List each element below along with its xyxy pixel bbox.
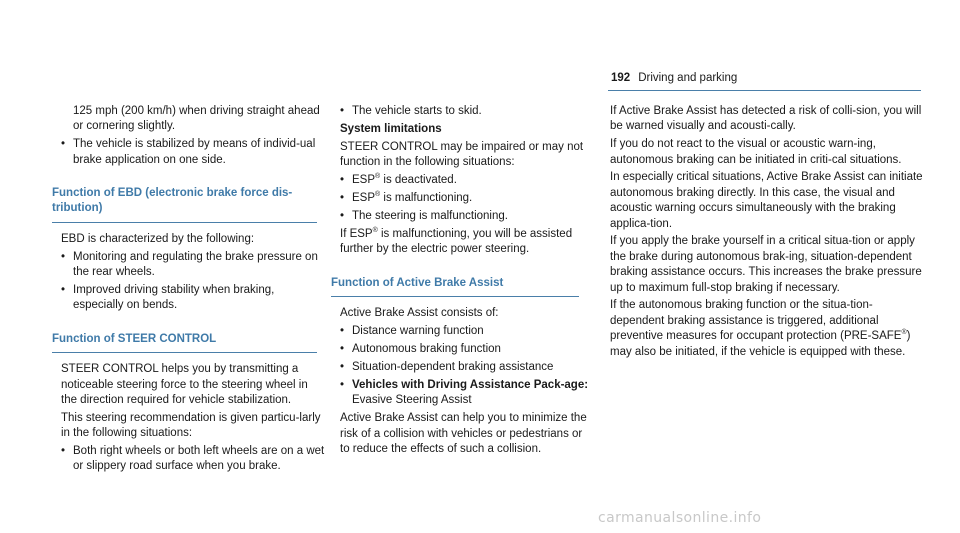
aba-intro: Active Brake Assist consists of:: [340, 307, 499, 320]
continued-list: [340, 104, 590, 119]
continued-list: [61, 137, 326, 168]
paragraph: If you apply the brake yourself in a critical situa-tion or apply the brake during autonomous brak-ing, situation-dependent braking assistance occurs. This increases the brake pressure up to maximum full-stop braking if necessary.: [610, 235, 922, 294]
ebd-intro: EBD is characterized by the following:: [61, 232, 255, 245]
limitations-intro: STEER CONTROL may be impaired or may not function in the following situations:: [340, 140, 584, 169]
list-item: • Monitoring and regulating the brake pressure on the rear wheels.: [61, 250, 326, 281]
column-3: [610, 104, 925, 362]
list-item: • Vehicles with Driving Assistance Pack-age: Evasive Steering Assist: [340, 378, 590, 409]
list-item: • Improved driving stability when braking, especially on bends.: [61, 283, 326, 314]
paragraph: If Active Brake Assist has detected a risk of colli-sion, you will be warned visually and acousti-cally.: [610, 105, 922, 133]
continued-paragraph: 125 mph (200 km/h) when driving straight ahead or cornering slightly.: [73, 105, 320, 133]
list-item: • Both right wheels or both left wheels are on a wet or slippery road surface when you brake.: [61, 444, 326, 475]
list-item: • The steering is malfunctioning.: [340, 209, 590, 224]
steer-control-paragraph: STEER CONTROL helps you by transmitting a noticeable steering force to the steering wheel in the direction required for vehicle stabilization.: [61, 363, 308, 407]
list-item: • Distance warning function: [340, 324, 590, 339]
list-item: • ESP® is deactivated.: [340, 173, 590, 188]
column-1: [52, 104, 326, 477]
system-limitations-label: System limitations: [340, 123, 442, 135]
page-number: 192: [611, 72, 631, 84]
list-item: • The vehicle is stabilized by means of individ-ual brake application on one side.: [61, 137, 326, 168]
steer-control-list: [61, 444, 326, 475]
paragraph: If you do not react to the visual or acoustic warn-ing, autonomous braking can be initiated in criti-cal situations.: [610, 138, 902, 166]
active-brake-assist-heading: Function of Active Brake Assist: [331, 276, 579, 297]
limitations-list: [340, 173, 590, 224]
list-item: • The vehicle starts to skid.: [340, 104, 590, 119]
ebd-list: [61, 250, 326, 314]
list-item: • Situation-dependent braking assistance: [340, 360, 590, 375]
paragraph: In especially critical situations, Active Brake Assist can initiate autonomous braking directly. In this case, the visual and acoustic warning occurs simultaneously with the braking applica-tion.: [610, 171, 923, 230]
steer-control-heading: Function of STEER CONTROL: [52, 332, 317, 353]
list-item: • Autonomous braking function: [340, 342, 590, 357]
column-2: [331, 104, 590, 460]
ebd-heading: Function of EBD (electronic brake force dis-tribution): [52, 186, 317, 223]
page-header: [611, 71, 737, 86]
list-item: • ESP® is malfunctioning.: [340, 191, 590, 206]
aba-paragraph: Active Brake Assist can help you to minimize the risk of a collision with vehicles or pedestrians or to reduce the effects of such a collision.: [340, 412, 587, 456]
esp-note: If ESP® is malfunctioning, you will be assisted further by the electric power steering.: [340, 227, 573, 256]
chapter-title: Driving and parking: [638, 72, 738, 84]
steer-control-paragraph: This steering recommendation is given particu-larly in the following situations:: [61, 411, 321, 440]
paragraph: If the autonomous braking function or the situa-tion-dependent braking assistance is triggered, additional preventive measures for occupant protection (PRE-SAFE®) may also be initiated, if the vehicle is equipped with these.: [610, 299, 911, 358]
aba-list: [340, 324, 590, 409]
watermark: carmanualsonline.info: [598, 510, 762, 526]
header-rule: [608, 90, 921, 91]
